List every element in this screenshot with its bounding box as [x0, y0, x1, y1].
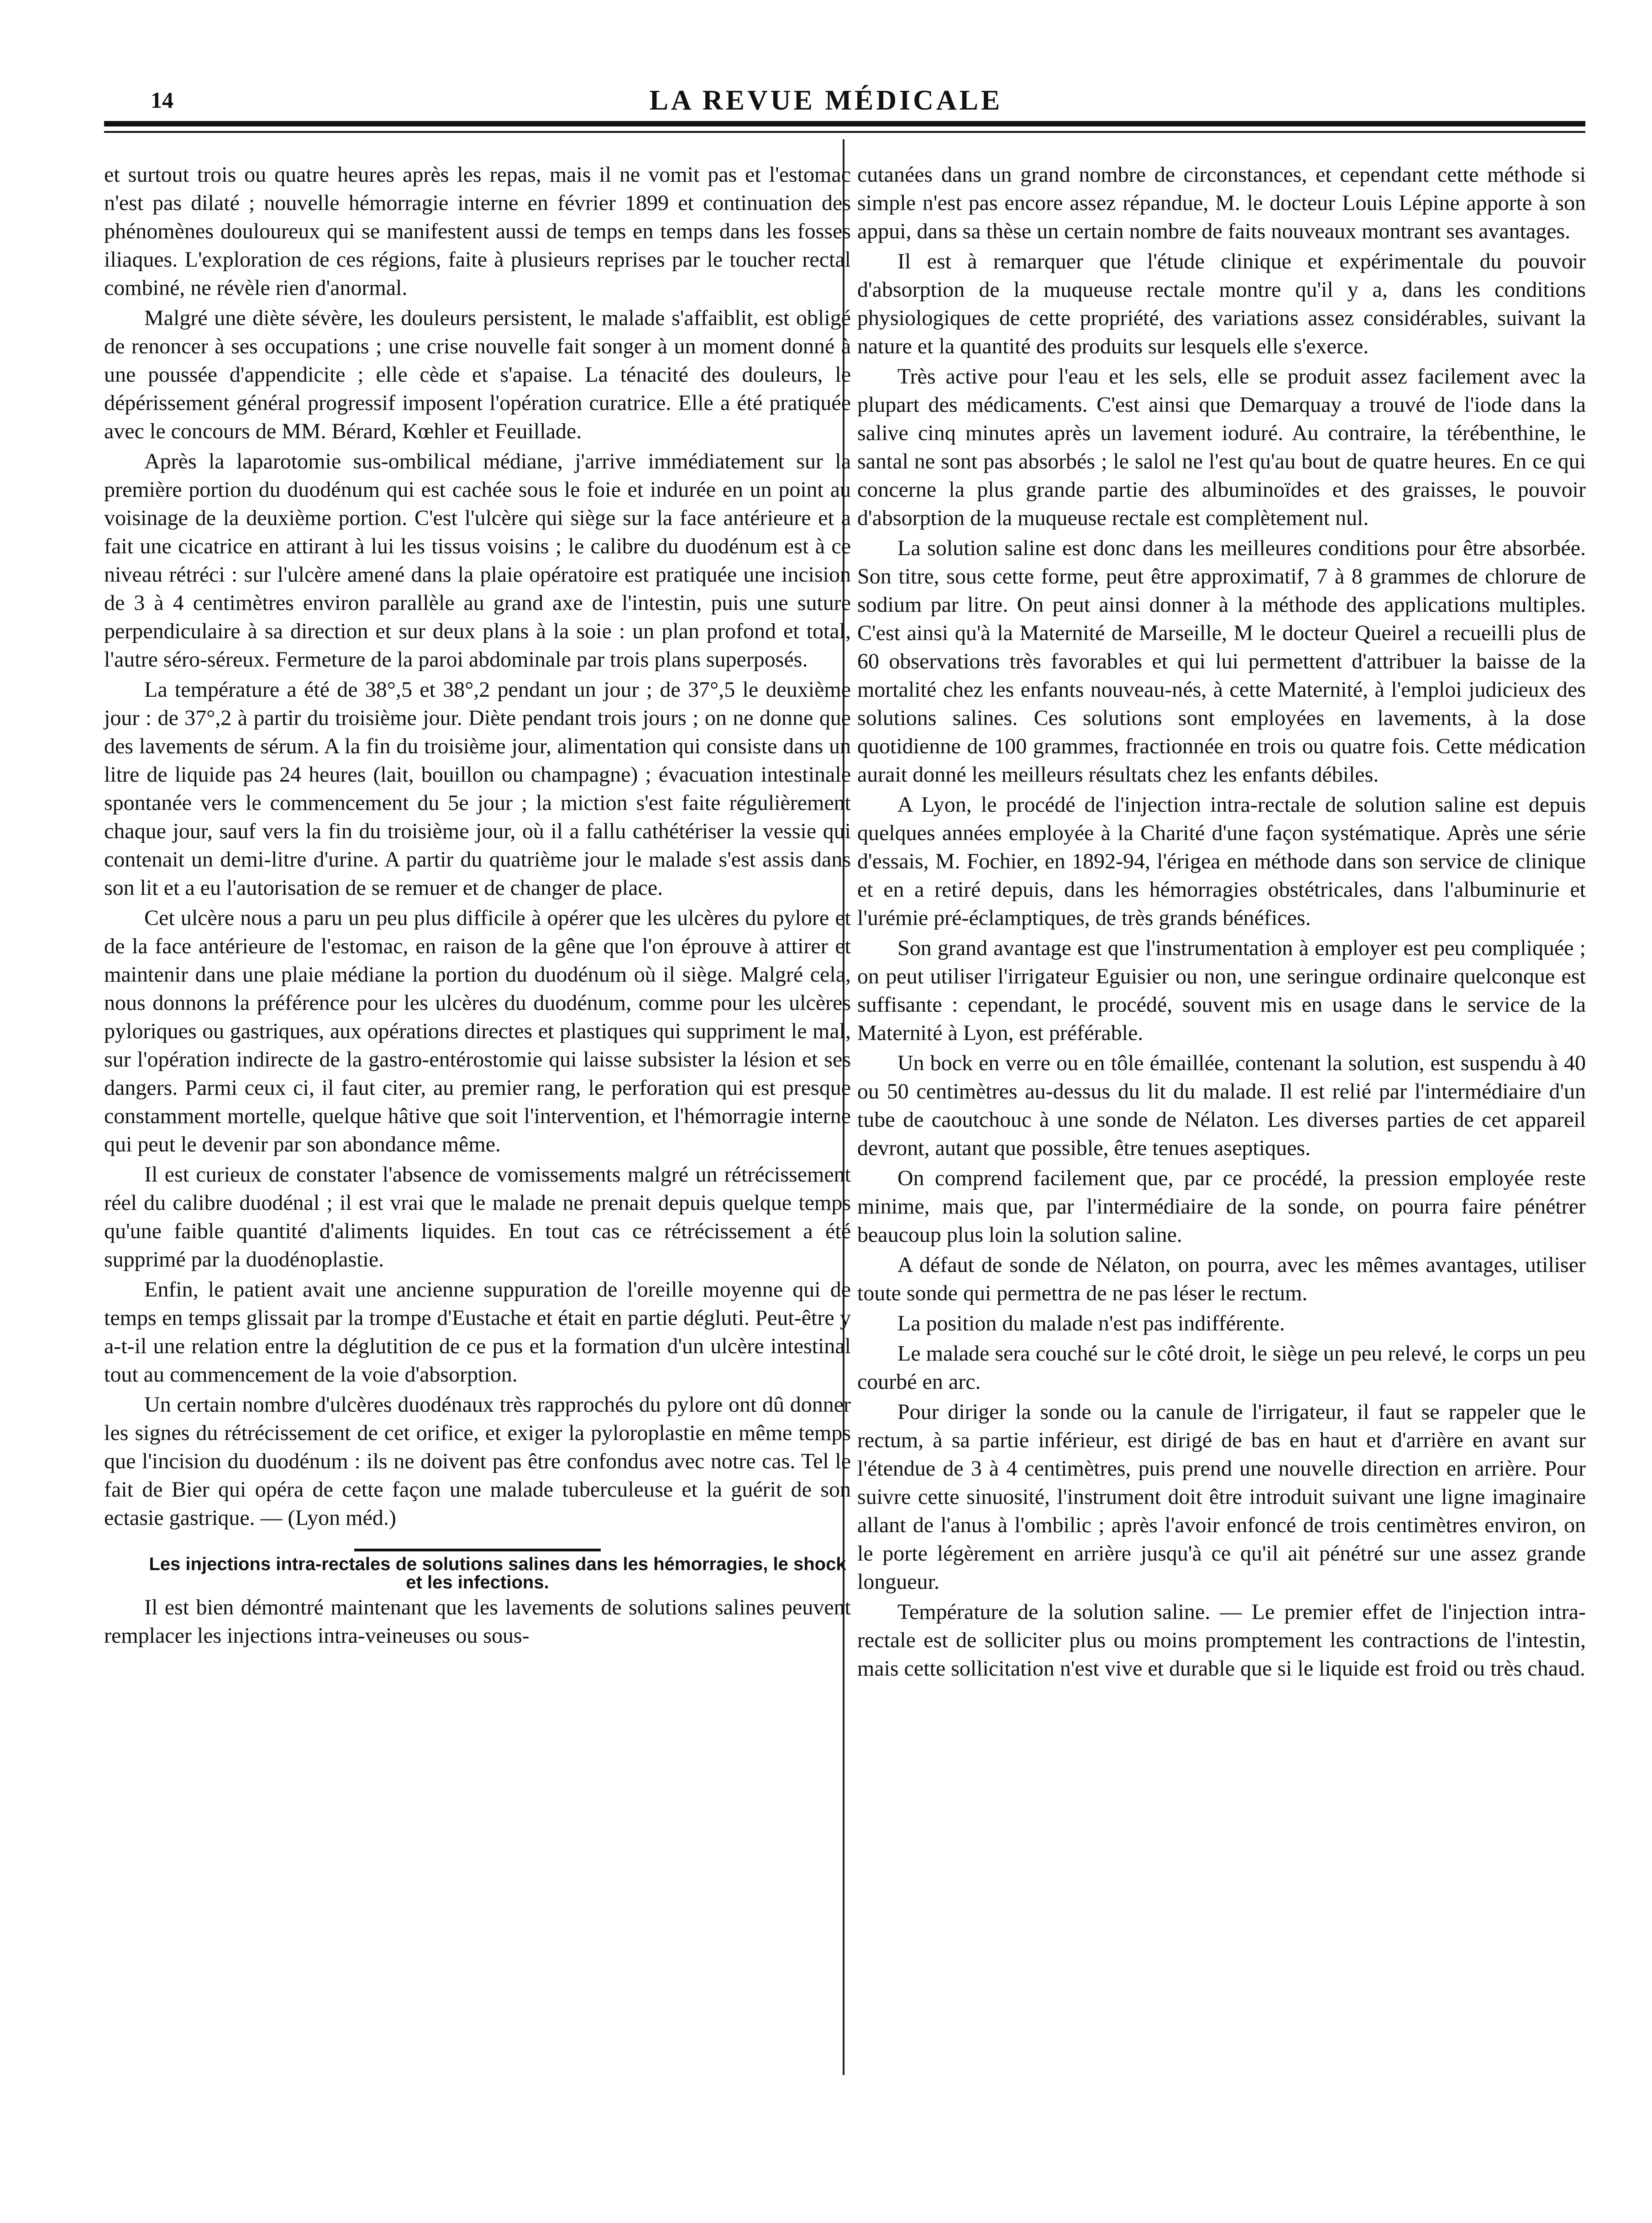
- header-rule-thick: [104, 121, 1585, 126]
- right-paragraph-13: Température de la solution saline. — Le premier effet de l'injection intra-rectale est de solliciter plus ou moins promptement les contractions de l'intestin, mais cette sollicitation n'est vive et durable que si le liquide est froid ou très chaud.: [857, 1600, 1586, 1681]
- left-paragraph-6: Il est curieux de constater l'absence de vomissements malgré un rétrécissement réel du calibre duodénal ; il est vrai que le malade ne prenait depuis quelque temps qu'une faible quantité d'aliments liquides. En tout cas ce rétrécissement a été supprimé par la duodénoplastie.: [104, 1162, 851, 1272]
- header-rule-thin: [104, 131, 1585, 133]
- left-paragraph-2: Malgré une diète sévère, les douleurs persistent, le malade s'affaiblit, est obligé de renoncer à ses occupations ; une crise nouvelle fait songer à un moment donné à une poussée d'appendicite ; elle cède et s'apaise. La ténacité des douleurs, le dépérissement général progressif imposent l'opération curatrice. Elle a été pratiquée avec le concours de MM. Bérard, Kœhler et Feuillade.: [104, 306, 851, 443]
- left-paragraph-3: Après la laparotomie sus-ombilical médiane, j'arrive immédiatement sur la première portion du duodénum qui est cachée sous le foie et indurée en un point au voisinage de la deuxième portion. C'est l'ulcère qui siège sur la face antérieure et a fait une cicatrice en attirant à lui les tissus voisins ; le calibre du duodénum est à ce niveau rétréci : sur l'ulcère amené dans la plaie opératoire est pratiquée une incision de 3 à 4 centimètres environ parallèle au grand axe de l'intestin, puis une suture perpendiculaire à sa direction et sur deux plans à la soie : un plan profond et total, l'autre séro-séreux. Fermeture de la paroi abdominale par trois plans superposés.: [104, 449, 851, 672]
- right-paragraph-5: A Lyon, le procédé de l'injection intra-rectale de solution saline est depuis quelques années employée à la Charité d'une façon systématique. Après une série d'essais, M. Fochier, en 1892-94, l'érigea en méthode dans son service de clinique et en a retiré depuis, dans les hémorragies obstétricales, dans l'albuminurie et l'urémie pré-éclamptiques, de très grands bénéfices.: [857, 793, 1586, 930]
- right-paragraph-8: On comprend facilement que, par ce procédé, la pression employée reste minime, mais que, par l'intermédiaire de la sonde, on pourra faire pénétrer beaucoup plus loin la solution saline.: [857, 1166, 1586, 1247]
- right-paragraph-11: Le malade sera couché sur le côté droit, le siège un peu relevé, le corps un peu courbé en arc.: [857, 1341, 1586, 1394]
- left-column: [104, 161, 851, 1652]
- right-paragraph-4: La solution saline est donc dans les meilleures conditions pour être absorbée. Son titre, sous cette forme, peut être approximatif, 7 à 8 grammes de chlorure de sodium par litre. On peut ainsi donner à la méthode des applications multiples. C'est ainsi qu'à la Maternité de Marseille, M le docteur Queirel a recueilli plus de 60 observations très favorables et qui lui permettent d'attribuer la baisse de la mortalité chez les enfants nouveau-nés, à cette Maternité, à l'emploi judicieux des solutions salines. Ces solutions sont employées en lavements, à la dose quotidienne de 100 grammes, fractionnée en trois ou quatre fois. Cette médication aurait donné les meilleurs résultats chez les enfants débiles.: [857, 536, 1586, 787]
- left-paragraph-7: Enfin, le patient avait une ancienne suppuration de l'oreille moyenne qui de temps en temps glissait par la trompe d'Eustache et était en partie dégluti. Peut-être y a-t-il une relation entre la déglutition de ce pus et la formation d'un ulcère intestinal tout au commencement de la voie d'absorption.: [104, 1277, 851, 1387]
- right-paragraph-10: La position du malade n'est pas indifférente.: [897, 1311, 1285, 1335]
- left-paragraph-4: La température a été de 38°,5 et 38°,2 pendant un jour ; de 37°,5 le deuxième jour : de 37°,2 à partir du troisième jour. Diète pendant trois jours ; on ne donne que des lavements de sérum. A la fin du troisième jour, alimentation qui consiste dans un litre de liquide pas 24 heures (lait, bouillon ou champagne) ; évacuation intestinale spontanée vers le commencement du 5e jour ; la miction s'est faite régulièrement chaque jour, sauf vers la fin du troisième jour, où il a fallu cathétériser la vessie qui contenait un demi-litre d'urine. A partir du quatrième jour le malade s'est assis dans son lit et a eu l'autorisation de se remuer et de changer de place.: [104, 678, 851, 900]
- right-paragraph-9: A défaut de sonde de Nélaton, on pourra, avec les mêmes avantages, utiliser toute sonde qui permettra de ne pas léser le rectum.: [857, 1253, 1586, 1305]
- left-paragraph-1: et surtout trois ou quatre heures après les repas, mais il ne vomit pas et l'estomac n'est pas dilaté ; nouvelle hémorragie interne en février 1899 et continuation des phénomènes douloureux qui se manifestent aussi de temps en temps dans les fosses iliaques. L'exploration de ces régions, faite à plusieurs reprises par le toucher rectal combiné, ne révèle rien d'anormal.: [104, 163, 851, 300]
- page-number: 14: [151, 87, 173, 113]
- left-paragraph-8: Un certain nombre d'ulcères duodénaux très rapprochés du pylore ont dû donner les signes du rétrécissement de cet orifice, et exiger la pyloroplastie en même temps que l'incision du duodénum : ils ne doivent pas être confondus avec notre cas. Tel le fait de Bier qui opéra de cette façon une malade tuberculeuse et la guérit de son ectasie gastrique. — (Lyon méd.): [104, 1393, 851, 1530]
- journal-title: LA REVUE MÉDICALE: [649, 85, 1003, 116]
- right-paragraph-3: Très active pour l'eau et les sels, elle se produit assez facilement avec la plupart des médicaments. C'est ainsi que Demarquay a trouvé de l'iode dans la salive cinq minutes après un lavement ioduré. Au contraire, la térébenthine, le santal ne sont pas absorbés ; le salol ne l'est qu'au bout de quatre heures. En ce qui concerne la plus grande partie des albuminoïdes et des graisses, le pouvoir d'absorption de la muqueuse rectale est complètement nul.: [857, 364, 1586, 530]
- right-paragraph-12: Pour diriger la sonde ou la canule de l'irrigateur, il faut se rappeler que le rectum, à sa partie inférieur, est dirigé de bas en haut et d'arrière en avant sur l'étendue de 3 à 4 centimètres, puis prend une nouvelle direction en arrière. Pour suivre cette sinuosité, l'instrument doit être introduit suivant une ligne imaginaire allant de l'anus à l'ombilic ; après l'avoir enfoncé de trois centimètres environ, on le porte légèrement en arrière jusqu'à ce qu'il ait pénétré sur une assez grande longueur.: [857, 1400, 1586, 1594]
- section-rule: [354, 1549, 601, 1551]
- right-column: [857, 161, 1586, 1685]
- section-paragraph: Il est bien démontré maintenant que les lavements de solutions salines peuvent remplacer les injections intra-veineuses ou sous-: [104, 1595, 851, 1648]
- left-paragraph-5: Cet ulcère nous a paru un peu plus difficile à opérer que les ulcères du pylore et de la face antérieure de l'estomac, en raison de la gêne que l'on éprouve à attirer et maintenir dans une plaie médiane la portion du duodénum où il siège. Malgré cela, nous donnons la préférence pour les ulcères du duodénum, comme pour les ulcères pyloriques ou gastriques, aux opérations directes et plastiques qui suppriment le mal, sur l'opération indirecte de la gastro-entérostomie qui laisse subsister la lésion et ses dangers. Parmi ceux ci, il faut citer, au premier rang, le perforation qui est presque constamment mortelle, quelque hâtive que soit l'intervention, et l'hémorragie interne qui peut le devenir par son abondance même.: [104, 906, 851, 1156]
- section-title: Les injections intra-rectales de solutions salines dans les hémorragies, le shock et les infections.: [149, 1554, 846, 1592]
- right-paragraph-7: Un bock en verre ou en tôle émaillée, contenant la solution, est suspendu à 40 ou 50 centimètres au-dessus du lit du malade. Il est relié par l'intermédiaire d'un tube de caoutchouc à une sonde de Nélaton. Les diverses parties de cet appareil devront, autant que possible, être tenues aseptiques.: [857, 1051, 1586, 1160]
- right-paragraph-2: Il est à remarquer que l'étude clinique et expérimentale du pouvoir d'absorption de la muqueuse rectale montre qu'il y a, dans les conditions physiologiques de cette propriété, des variations assez considérables, suivant la nature et la quantité des produits sur lesquels elle s'exerce.: [857, 249, 1586, 358]
- right-paragraph-1: cutanées dans un grand nombre de circonstances, et cependant cette méthode si simple n'est pas encore assez répandue, M. le docteur Louis Lépine apporte à son appui, dans sa thèse un certain nombre de faits nouveaux montrant ses avantages.: [857, 163, 1586, 243]
- right-paragraph-6: Son grand avantage est que l'instrumentation à employer est peu compliquée ; on peut utiliser l'irrigateur Eguisier ou non, une seringue ordinaire quelconque est suffisante : cependant, le procédé, souvent mis en usage dans le service de la Maternité à Lyon, est préférable.: [857, 936, 1586, 1045]
